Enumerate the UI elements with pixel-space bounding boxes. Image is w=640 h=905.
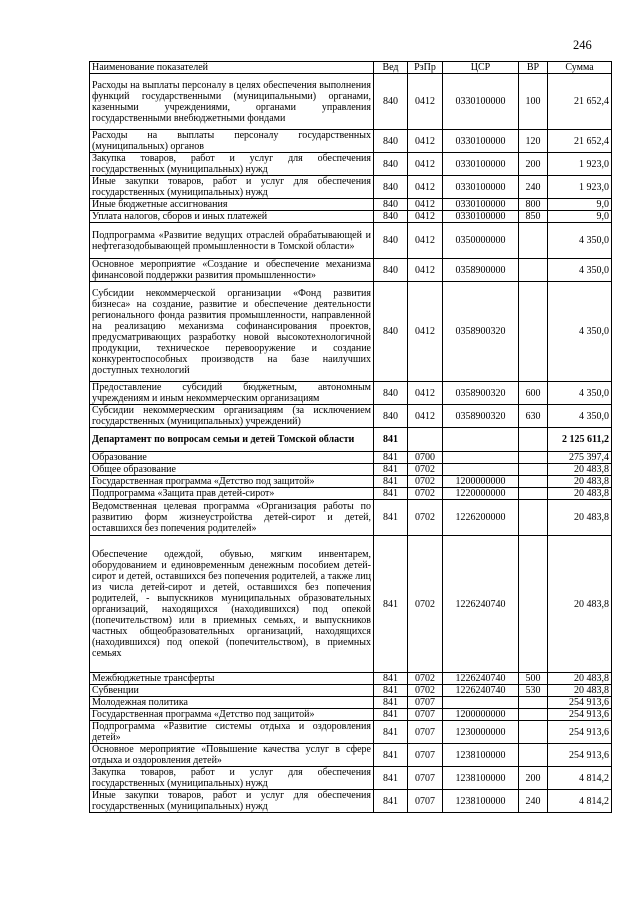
table-row <box>90 685 612 697</box>
cell-csr: 1238100000 <box>443 790 519 813</box>
cell-name: Расходы на выплаты персоналу в целях обеспечения выполнения функций государственными (муниципальными) органами, казенными учреждениями, органами управления государственными внебюджетными фондами <box>90 74 374 130</box>
header-vr: ВР <box>519 62 548 74</box>
cell-rzpr: 0702 <box>408 500 443 536</box>
table-row <box>90 382 612 405</box>
cell-csr: 0330100000 <box>443 176 519 199</box>
cell-name: Образование <box>90 452 374 464</box>
cell-sum: 20 483,8 <box>548 536 612 673</box>
cell-sum: 1 923,0 <box>548 153 612 176</box>
cell-sum: 254 913,6 <box>548 709 612 721</box>
cell-rzpr: 0412 <box>408 176 443 199</box>
cell-sum: 4 350,0 <box>548 405 612 428</box>
table-row <box>90 259 612 282</box>
cell-rzpr: 0700 <box>408 452 443 464</box>
budget-table <box>89 61 612 813</box>
cell-ved: 841 <box>374 536 408 673</box>
cell-name: Подпрограмма «Защита прав детей-сирот» <box>90 488 374 500</box>
cell-csr: 0330100000 <box>443 153 519 176</box>
cell-rzpr: 0702 <box>408 464 443 476</box>
table-row <box>90 130 612 153</box>
cell-name: Общее образование <box>90 464 374 476</box>
cell-name: Субвенции <box>90 685 374 697</box>
cell-name: Обеспечение одеждой, обувью, мягким инвентарем, оборудованием и единовременным денежным пособием детей-сирот и детей, оставшихся без попечения родителей, а также лиц из числа детей-сирот и детей, оставшихся без попечения родителей, - выпускников муниципальных образовательных организаций, находящихся (находившихся) под опекой (попечительством) или в приемных семьях, и выпускников частных общеобразовательных организаций, находящихся (находившихся) под опекой (попечительством), в приемных семьях <box>90 536 374 673</box>
cell-sum: 20 483,8 <box>548 464 612 476</box>
cell-name: Расходы на выплаты персоналу государственных (муниципальных) органов <box>90 130 374 153</box>
table-row <box>90 428 612 452</box>
cell-sum: 20 483,8 <box>548 500 612 536</box>
cell-vr <box>519 488 548 500</box>
table-row <box>90 199 612 211</box>
cell-ved: 840 <box>374 130 408 153</box>
table-row <box>90 223 612 259</box>
cell-csr: 0330100000 <box>443 74 519 130</box>
cell-sum: 4 350,0 <box>548 223 612 259</box>
cell-ved: 840 <box>374 74 408 130</box>
cell-ved: 840 <box>374 223 408 259</box>
cell-rzpr: 0702 <box>408 673 443 685</box>
cell-ved: 841 <box>374 500 408 536</box>
cell-ved: 841 <box>374 709 408 721</box>
cell-sum: 2 125 611,2 <box>548 428 612 452</box>
cell-sum: 254 913,6 <box>548 721 612 744</box>
table-row <box>90 153 612 176</box>
header-name: Наименование показателей <box>90 62 374 74</box>
cell-ved: 841 <box>374 673 408 685</box>
header-ved: Вед <box>374 62 408 74</box>
cell-csr: 1200000000 <box>443 709 519 721</box>
cell-vr: 530 <box>519 685 548 697</box>
cell-sum: 275 397,4 <box>548 452 612 464</box>
cell-rzpr: 0412 <box>408 199 443 211</box>
cell-csr: 1220000000 <box>443 488 519 500</box>
cell-rzpr: 0707 <box>408 790 443 813</box>
cell-ved: 840 <box>374 153 408 176</box>
cell-vr <box>519 259 548 282</box>
cell-rzpr: 0412 <box>408 223 443 259</box>
cell-sum: 20 483,8 <box>548 685 612 697</box>
cell-name: Межбюджетные трансферты <box>90 673 374 685</box>
cell-csr: 1238100000 <box>443 744 519 767</box>
cell-ved: 840 <box>374 405 408 428</box>
cell-name: Молодежная политика <box>90 697 374 709</box>
cell-vr <box>519 464 548 476</box>
cell-vr <box>519 536 548 673</box>
cell-rzpr: 0707 <box>408 767 443 790</box>
cell-name: Иные закупки товаров, работ и услуг для обеспечения государственных (муниципальных) нужд <box>90 176 374 199</box>
cell-name: Закупка товаров, работ и услуг для обеспечения государственных (муниципальных) нужд <box>90 767 374 790</box>
cell-ved: 840 <box>374 382 408 405</box>
cell-csr: 1238100000 <box>443 767 519 790</box>
cell-rzpr: 0707 <box>408 709 443 721</box>
cell-rzpr: 0707 <box>408 697 443 709</box>
table-row <box>90 790 612 813</box>
cell-csr: 1200000000 <box>443 476 519 488</box>
cell-csr <box>443 452 519 464</box>
cell-rzpr: 0412 <box>408 153 443 176</box>
cell-ved: 840 <box>374 259 408 282</box>
cell-csr: 1226240740 <box>443 685 519 697</box>
cell-vr <box>519 282 548 382</box>
cell-vr: 850 <box>519 211 548 223</box>
cell-csr: 1226240740 <box>443 673 519 685</box>
cell-vr: 240 <box>519 790 548 813</box>
cell-vr <box>519 721 548 744</box>
cell-vr: 500 <box>519 673 548 685</box>
cell-csr: 1226240740 <box>443 536 519 673</box>
cell-name: Иные бюджетные ассигнования <box>90 199 374 211</box>
cell-csr <box>443 464 519 476</box>
cell-sum: 20 483,8 <box>548 476 612 488</box>
cell-sum: 21 652,4 <box>548 74 612 130</box>
table-row <box>90 488 612 500</box>
cell-ved: 841 <box>374 744 408 767</box>
table-row <box>90 452 612 464</box>
page-number: 246 <box>573 38 592 52</box>
cell-name: Иные закупки товаров, работ и услуг для обеспечения государственных (муниципальных) нужд <box>90 790 374 813</box>
cell-ved: 841 <box>374 452 408 464</box>
cell-vr: 630 <box>519 405 548 428</box>
cell-vr <box>519 476 548 488</box>
cell-vr: 200 <box>519 767 548 790</box>
cell-sum: 20 483,8 <box>548 488 612 500</box>
cell-ved: 840 <box>374 199 408 211</box>
cell-sum: 9,0 <box>548 199 612 211</box>
table-row <box>90 282 612 382</box>
cell-sum: 4 814,2 <box>548 790 612 813</box>
header-csr: ЦСР <box>443 62 519 74</box>
table-row <box>90 697 612 709</box>
cell-ved: 841 <box>374 685 408 697</box>
cell-csr: 0358900320 <box>443 382 519 405</box>
cell-vr <box>519 500 548 536</box>
cell-rzpr: 0702 <box>408 536 443 673</box>
table-row <box>90 476 612 488</box>
cell-csr: 0330100000 <box>443 199 519 211</box>
cell-csr <box>443 428 519 452</box>
cell-vr: 240 <box>519 176 548 199</box>
cell-sum: 9,0 <box>548 211 612 223</box>
cell-name: Основное мероприятие «Создание и обеспечение механизма финансовой поддержки развития промышленности» <box>90 259 374 282</box>
cell-rzpr: 0702 <box>408 488 443 500</box>
cell-rzpr: 0412 <box>408 405 443 428</box>
cell-vr: 100 <box>519 74 548 130</box>
cell-rzpr: 0412 <box>408 382 443 405</box>
cell-name: Государственная программа «Детство под защитой» <box>90 709 374 721</box>
table-row <box>90 74 612 130</box>
cell-csr: 0358900000 <box>443 259 519 282</box>
cell-rzpr: 0707 <box>408 744 443 767</box>
table-row <box>90 176 612 199</box>
cell-sum: 254 913,6 <box>548 744 612 767</box>
cell-vr: 800 <box>519 199 548 211</box>
cell-rzpr: 0412 <box>408 211 443 223</box>
cell-csr: 0330100000 <box>443 211 519 223</box>
cell-ved: 841 <box>374 476 408 488</box>
table-row <box>90 211 612 223</box>
cell-rzpr: 0412 <box>408 130 443 153</box>
cell-name: Департамент по вопросам семьи и детей Томской области <box>90 428 374 452</box>
cell-name: Уплата налогов, сборов и иных платежей <box>90 211 374 223</box>
cell-csr: 0358900320 <box>443 405 519 428</box>
cell-ved: 840 <box>374 176 408 199</box>
cell-vr <box>519 709 548 721</box>
header-sum: Сумма <box>548 62 612 74</box>
cell-rzpr: 0707 <box>408 721 443 744</box>
cell-sum: 20 483,8 <box>548 673 612 685</box>
table-row <box>90 405 612 428</box>
table-header-row <box>90 62 612 74</box>
cell-name: Подпрограмма «Развитие ведущих отраслей обрабатывающей и нефтегазодобывающей промышленности в Томской области» <box>90 223 374 259</box>
table-row <box>90 709 612 721</box>
cell-vr: 120 <box>519 130 548 153</box>
cell-ved: 841 <box>374 790 408 813</box>
cell-sum: 21 652,4 <box>548 130 612 153</box>
cell-rzpr: 0702 <box>408 476 443 488</box>
table-row <box>90 500 612 536</box>
cell-sum: 254 913,6 <box>548 697 612 709</box>
cell-sum: 4 350,0 <box>548 382 612 405</box>
cell-name: Государственная программа «Детство под защитой» <box>90 476 374 488</box>
cell-ved: 841 <box>374 464 408 476</box>
cell-vr: 600 <box>519 382 548 405</box>
cell-vr <box>519 428 548 452</box>
cell-vr <box>519 223 548 259</box>
cell-vr <box>519 697 548 709</box>
cell-csr: 1230000000 <box>443 721 519 744</box>
cell-sum: 4 350,0 <box>548 282 612 382</box>
cell-sum: 1 923,0 <box>548 176 612 199</box>
cell-rzpr: 0412 <box>408 74 443 130</box>
table-row <box>90 767 612 790</box>
cell-sum: 4 350,0 <box>548 259 612 282</box>
cell-vr <box>519 452 548 464</box>
cell-ved: 841 <box>374 488 408 500</box>
cell-rzpr: 0702 <box>408 685 443 697</box>
cell-ved: 840 <box>374 211 408 223</box>
cell-name: Основное мероприятие «Повышение качества услуг в сфере отдыха и оздоровления детей» <box>90 744 374 767</box>
cell-csr: 1226200000 <box>443 500 519 536</box>
cell-ved: 841 <box>374 697 408 709</box>
cell-csr: 0330100000 <box>443 130 519 153</box>
cell-name: Предоставление субсидий бюджетным, автономным учреждениям и иным некоммерческим организациям <box>90 382 374 405</box>
cell-name: Субсидии некоммерческим организациям (за исключением государственных (муниципальных) учреждений) <box>90 405 374 428</box>
table-row <box>90 744 612 767</box>
cell-ved: 841 <box>374 428 408 452</box>
cell-rzpr <box>408 428 443 452</box>
cell-csr <box>443 697 519 709</box>
cell-rzpr: 0412 <box>408 259 443 282</box>
cell-ved: 841 <box>374 721 408 744</box>
cell-csr: 0350000000 <box>443 223 519 259</box>
header-rzpr: РзПр <box>408 62 443 74</box>
cell-name: Ведомственная целевая программа «Организация работы по развитию форм жизнеустройства детей-сирот и детей, оставшихся без попечения родителей» <box>90 500 374 536</box>
cell-name: Закупка товаров, работ и услуг для обеспечения государственных (муниципальных) нужд <box>90 153 374 176</box>
table-row <box>90 536 612 673</box>
cell-ved: 841 <box>374 767 408 790</box>
cell-csr: 0358900320 <box>443 282 519 382</box>
cell-name: Субсидии некоммерческой организации «Фонд развития бизнеса» на создание, развитие и обеспечение деятельности регионального фонда развития промышленности, направленной на реализацию механизма софинансирования проектов, предусматривающих разработку новой высокотехнологичной продукции, техническое перевооружение и создание конкурентоспособных производств на базе наилучших доступных технологий <box>90 282 374 382</box>
cell-sum: 4 814,2 <box>548 767 612 790</box>
table-row <box>90 464 612 476</box>
table-row <box>90 721 612 744</box>
cell-vr <box>519 744 548 767</box>
cell-vr: 200 <box>519 153 548 176</box>
cell-ved: 840 <box>374 282 408 382</box>
table-row <box>90 673 612 685</box>
cell-rzpr: 0412 <box>408 282 443 382</box>
cell-name: Подпрограмма «Развитие системы отдыха и оздоровления детей» <box>90 721 374 744</box>
